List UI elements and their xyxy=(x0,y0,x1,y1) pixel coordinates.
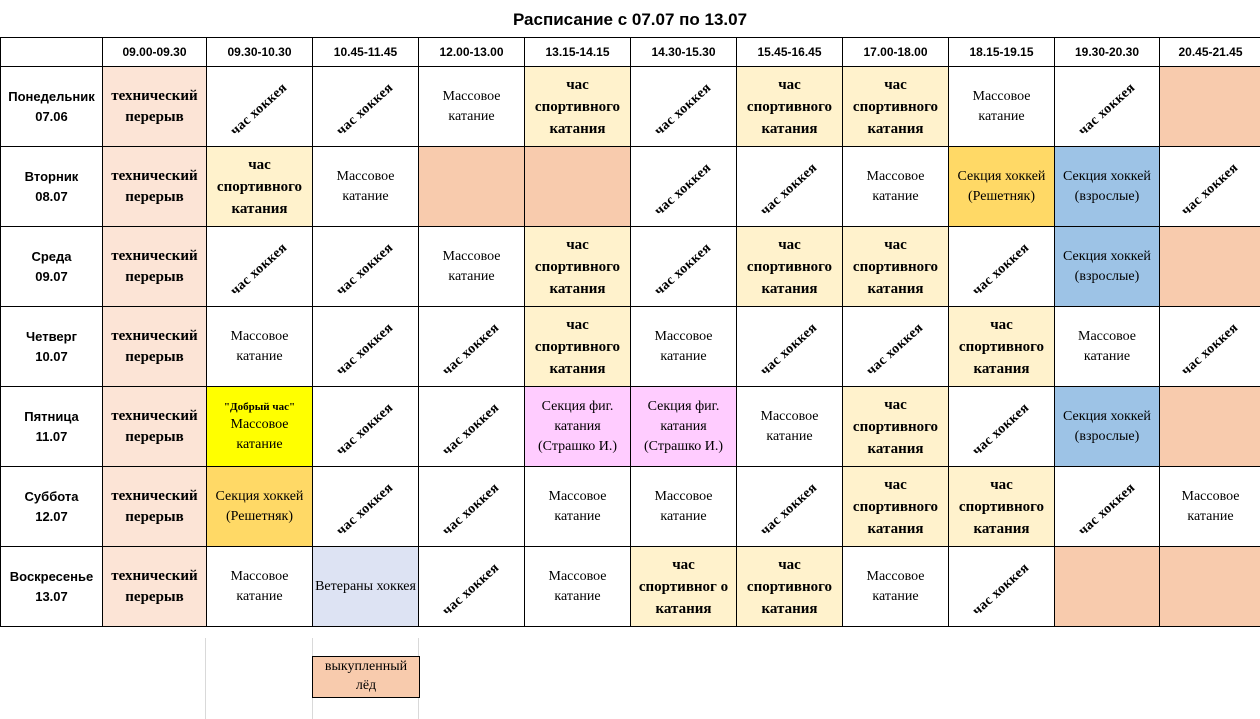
hockey-hour-label: час хоккея xyxy=(651,239,715,299)
schedule-cell-booked xyxy=(1160,67,1260,147)
cell-label: Секция хоккей (Решетняк) xyxy=(957,168,1046,204)
cell-label: час спортивного катания xyxy=(216,156,303,217)
day-row xyxy=(1,387,1260,467)
schedule-cell-mass xyxy=(631,467,737,547)
schedule-cell-mass xyxy=(525,467,631,547)
hockey-hour-label: час хоккея xyxy=(651,79,715,139)
schedule-cell-hockey xyxy=(313,387,419,467)
time-slot-header: 19.30-20.30 xyxy=(1055,38,1160,67)
cell-label: технический перерыв xyxy=(111,247,198,285)
schedule-cell-sport xyxy=(631,547,737,627)
cell-label: час спортивного катания xyxy=(746,236,833,297)
schedule-cell-hockey xyxy=(313,227,419,307)
cell-label: Секция хоккей (взрослые) xyxy=(1063,168,1151,204)
schedule-cell-mass xyxy=(525,547,631,627)
cell-label: Ветераны хоккея xyxy=(315,578,416,594)
schedule-cell-hockey xyxy=(1055,67,1160,147)
cell-label: Массовое катание xyxy=(866,168,925,204)
schedule-cell-tp xyxy=(103,387,207,467)
schedule-cell-hockey xyxy=(737,307,843,387)
schedule-cell-booked xyxy=(1160,227,1260,307)
time-slot-header: 17.00-18.00 xyxy=(843,38,949,67)
time-slot-header: 09.00-09.30 xyxy=(103,38,207,67)
schedule-cell-mass xyxy=(1160,467,1260,547)
schedule-cell-hockey xyxy=(1160,307,1260,387)
cell-label: технический перерыв xyxy=(111,567,198,605)
hockey-hour-label: час хоккея xyxy=(651,159,715,219)
cell-label: Секция фиг. катания (Страшко И.) xyxy=(644,398,723,454)
cell-label: Массовое катание xyxy=(760,408,819,444)
schedule-cell-hsec-adult xyxy=(1055,147,1160,227)
schedule-cell-mass xyxy=(419,227,525,307)
cell-label: Секция фиг. катания (Страшко И.) xyxy=(538,398,617,454)
cell-label: час спортивного катания xyxy=(852,236,939,297)
schedule-cell-tp xyxy=(103,67,207,147)
schedule-cell-fig xyxy=(525,387,631,467)
time-slot-header: 13.15-14.15 xyxy=(525,38,631,67)
schedule-cell-tp xyxy=(103,547,207,627)
legend-booked-ice: выкупленный лёд xyxy=(312,656,420,698)
schedule-cell-hockey xyxy=(631,227,737,307)
schedule-cell-sport xyxy=(525,227,631,307)
hockey-hour-label: час хоккея xyxy=(1178,159,1242,219)
day-date: 13.07 xyxy=(35,588,68,604)
day-name: Понедельник xyxy=(8,88,95,104)
cell-label: Массовое катание xyxy=(654,328,713,364)
schedule-cell-hockey xyxy=(737,467,843,547)
schedule-cell-mass xyxy=(313,147,419,227)
time-slot-header: 12.00-13.00 xyxy=(419,38,525,67)
hockey-hour-label: час хоккея xyxy=(1178,319,1242,379)
cell-label: Массовое катание xyxy=(230,328,289,364)
hockey-hour-label: час хоккея xyxy=(969,559,1033,619)
schedule-cell-mass xyxy=(737,387,843,467)
day-row xyxy=(1,227,1260,307)
cell-label: час спортивног о катания xyxy=(638,556,729,617)
schedule-cell-hockey xyxy=(313,307,419,387)
schedule-cell-hockey xyxy=(313,67,419,147)
cell-label: Массовое катание xyxy=(336,168,395,204)
day-label xyxy=(1,547,103,627)
cell-label: технический перерыв xyxy=(111,407,198,445)
schedule-cell-booked xyxy=(419,147,525,227)
schedule-cell-hockey xyxy=(313,467,419,547)
cell-label: Секция хоккей (взрослые) xyxy=(1063,408,1151,444)
hockey-hour-label: час хоккея xyxy=(439,399,503,459)
day-row xyxy=(1,307,1260,387)
day-date: 09.07 xyxy=(35,268,68,284)
schedule-cell-hockey xyxy=(207,67,313,147)
hockey-hour-label: час хоккея xyxy=(757,319,821,379)
schedule-cell-sport xyxy=(843,387,949,467)
cell-label: Массовое катание xyxy=(1078,328,1136,364)
cell-label: технический перерыв xyxy=(111,487,198,525)
cell-label: Массовое катание xyxy=(866,568,925,604)
hockey-hour-label: час хоккея xyxy=(439,559,503,619)
schedule-cell-tp xyxy=(103,467,207,547)
schedule-cell-vet xyxy=(313,547,419,627)
cell-label: час спортивного катания xyxy=(534,76,621,137)
schedule-cell-hockey xyxy=(419,307,525,387)
hockey-hour-label: час хоккея xyxy=(757,159,821,219)
cell-label: час спортивного катания xyxy=(746,76,833,137)
hockey-hour-label: час хоккея xyxy=(333,239,397,299)
hockey-hour-label: час хоккея xyxy=(757,479,821,539)
schedule-cell-tp xyxy=(103,307,207,387)
corner-cell xyxy=(1,38,103,67)
schedule-cell-sport xyxy=(949,467,1055,547)
day-label xyxy=(1,387,103,467)
schedule-cell-sport xyxy=(843,467,949,547)
day-label xyxy=(1,307,103,387)
cell-label: Массовое катание xyxy=(442,88,501,124)
cell-label: технический перерыв xyxy=(111,87,198,125)
hockey-hour-label: час хоккея xyxy=(439,319,503,379)
schedule-table xyxy=(0,37,1260,627)
time-slot-header: 18.15-19.15 xyxy=(949,38,1055,67)
schedule-cell-hockey xyxy=(949,387,1055,467)
hockey-hour-label: час хоккея xyxy=(439,479,503,539)
schedule-cell-sport xyxy=(525,307,631,387)
cell-label: Массовое катание xyxy=(972,88,1031,124)
schedule-cell-hockey xyxy=(419,467,525,547)
day-date: 11.07 xyxy=(35,428,68,444)
schedule-cell-hockey xyxy=(1055,467,1160,547)
cell-subtitle: "Добрый час" xyxy=(223,400,296,413)
hockey-hour-label: час хоккея xyxy=(333,479,397,539)
hockey-hour-label: час хоккея xyxy=(1075,79,1138,139)
day-row xyxy=(1,467,1260,547)
cell-label: час спортивного катания xyxy=(534,316,621,377)
schedule-cell-sport xyxy=(737,67,843,147)
schedule-cell-booked xyxy=(525,147,631,227)
day-label xyxy=(1,147,103,227)
day-name: Воскресенье xyxy=(9,568,94,584)
schedule-cell-sport xyxy=(207,147,313,227)
day-date: 10.07 xyxy=(35,348,68,364)
day-label xyxy=(1,227,103,307)
cell-label: технический перерыв xyxy=(111,167,198,205)
schedule-cell-booked xyxy=(1160,547,1260,627)
schedule-cell-hockey xyxy=(949,547,1055,627)
schedule-cell-sport xyxy=(737,547,843,627)
day-date: 08.07 xyxy=(35,188,68,204)
schedule-cell-mass xyxy=(419,67,525,147)
day-name: Четверг xyxy=(26,328,77,344)
schedule-cell-mass xyxy=(949,67,1055,147)
schedule-cell-hsec xyxy=(949,147,1055,227)
cell-label: час спортивного катания xyxy=(852,476,939,537)
day-label xyxy=(1,467,103,547)
cell-label: час спортивного катания xyxy=(958,316,1045,377)
grid-line xyxy=(205,638,206,719)
schedule-cell-hockey xyxy=(207,227,313,307)
schedule-cell-hockey xyxy=(419,547,525,627)
schedule-cell-hockey xyxy=(631,67,737,147)
cell-label: час спортивного катания xyxy=(534,236,621,297)
schedule-cell-sport xyxy=(843,227,949,307)
cell-label: Массовое катание xyxy=(230,416,289,452)
time-slot-header: 14.30-15.30 xyxy=(631,38,737,67)
schedule-cell-hsec xyxy=(207,467,313,547)
day-row xyxy=(1,67,1260,147)
day-name: Пятница xyxy=(24,408,79,424)
day-name: Вторник xyxy=(24,168,79,184)
cell-label: час спортивного катания xyxy=(958,476,1045,537)
schedule-cell-booked xyxy=(1160,387,1260,467)
day-name: Среда xyxy=(31,248,72,264)
cell-label: Массовое катание xyxy=(548,568,607,604)
hockey-hour-label: час хоккея xyxy=(333,319,397,379)
cell-label: Массовое катание xyxy=(1181,488,1240,524)
schedule-cell-sport xyxy=(843,67,949,147)
cell-label: час спортивного катания xyxy=(852,396,939,457)
cell-label: час спортивного катания xyxy=(852,76,939,137)
day-row xyxy=(1,547,1260,627)
schedule-cell-hockey xyxy=(1160,147,1260,227)
schedule-cell-hsec-adult xyxy=(1055,387,1160,467)
hockey-hour-label: час хоккея xyxy=(227,239,291,299)
schedule-cell-sport xyxy=(525,67,631,147)
schedule-cell-hockey xyxy=(737,147,843,227)
time-slot-header: 10.45-11.45 xyxy=(313,38,419,67)
time-slot-header: 15.45-16.45 xyxy=(737,38,843,67)
schedule-cell-mass xyxy=(207,307,313,387)
cell-label: Массовое катание xyxy=(654,488,713,524)
time-slot-header: 09.30-10.30 xyxy=(207,38,313,67)
schedule-cell-mass xyxy=(207,547,313,627)
day-name: Суббота xyxy=(24,488,79,504)
header-row xyxy=(1,38,1260,67)
schedule-cell-sport xyxy=(737,227,843,307)
schedule-cell-booked xyxy=(1055,547,1160,627)
cell-label: технический перерыв xyxy=(111,327,198,365)
schedule-cell-hsec-adult xyxy=(1055,227,1160,307)
day-label xyxy=(1,67,103,147)
schedule-cell-hockey xyxy=(419,387,525,467)
hockey-hour-label: час хоккея xyxy=(227,79,291,139)
day-date: 07.06 xyxy=(35,108,68,124)
time-slot-header: 20.45-21.45 xyxy=(1160,38,1260,67)
cell-label: Массовое катание xyxy=(230,568,289,604)
hockey-hour-label: час хоккея xyxy=(333,399,397,459)
schedule-cell-good xyxy=(207,387,313,467)
cell-label: Секция хоккей (взрослые) xyxy=(1063,248,1151,284)
schedule-cell-tp xyxy=(103,147,207,227)
schedule-cell-tp xyxy=(103,227,207,307)
schedule-cell-hockey xyxy=(949,227,1055,307)
schedule-cell-mass xyxy=(1055,307,1160,387)
hockey-hour-label: час хоккея xyxy=(333,79,397,139)
schedule-cell-mass xyxy=(843,547,949,627)
day-date: 12.07 xyxy=(35,508,68,524)
day-row xyxy=(1,147,1260,227)
schedule-cell-sport xyxy=(949,307,1055,387)
schedule-cell-hockey xyxy=(843,307,949,387)
cell-label: час спортивного катания xyxy=(746,556,833,617)
schedule-title: Расписание с 07.07 по 13.07 xyxy=(512,10,748,29)
hockey-hour-label: час хоккея xyxy=(1075,479,1138,539)
hockey-hour-label: час хоккея xyxy=(969,239,1033,299)
schedule-cell-hockey xyxy=(631,147,737,227)
schedule-cell-mass xyxy=(631,307,737,387)
hockey-hour-label: час хоккея xyxy=(969,399,1033,459)
cell-label: Массовое катание xyxy=(548,488,607,524)
schedule-cell-fig xyxy=(631,387,737,467)
hockey-hour-label: час хоккея xyxy=(863,319,927,379)
schedule-cell-mass xyxy=(843,147,949,227)
cell-label: Массовое катание xyxy=(442,248,501,284)
cell-label: Секция хоккей (Решетняк) xyxy=(215,488,304,524)
